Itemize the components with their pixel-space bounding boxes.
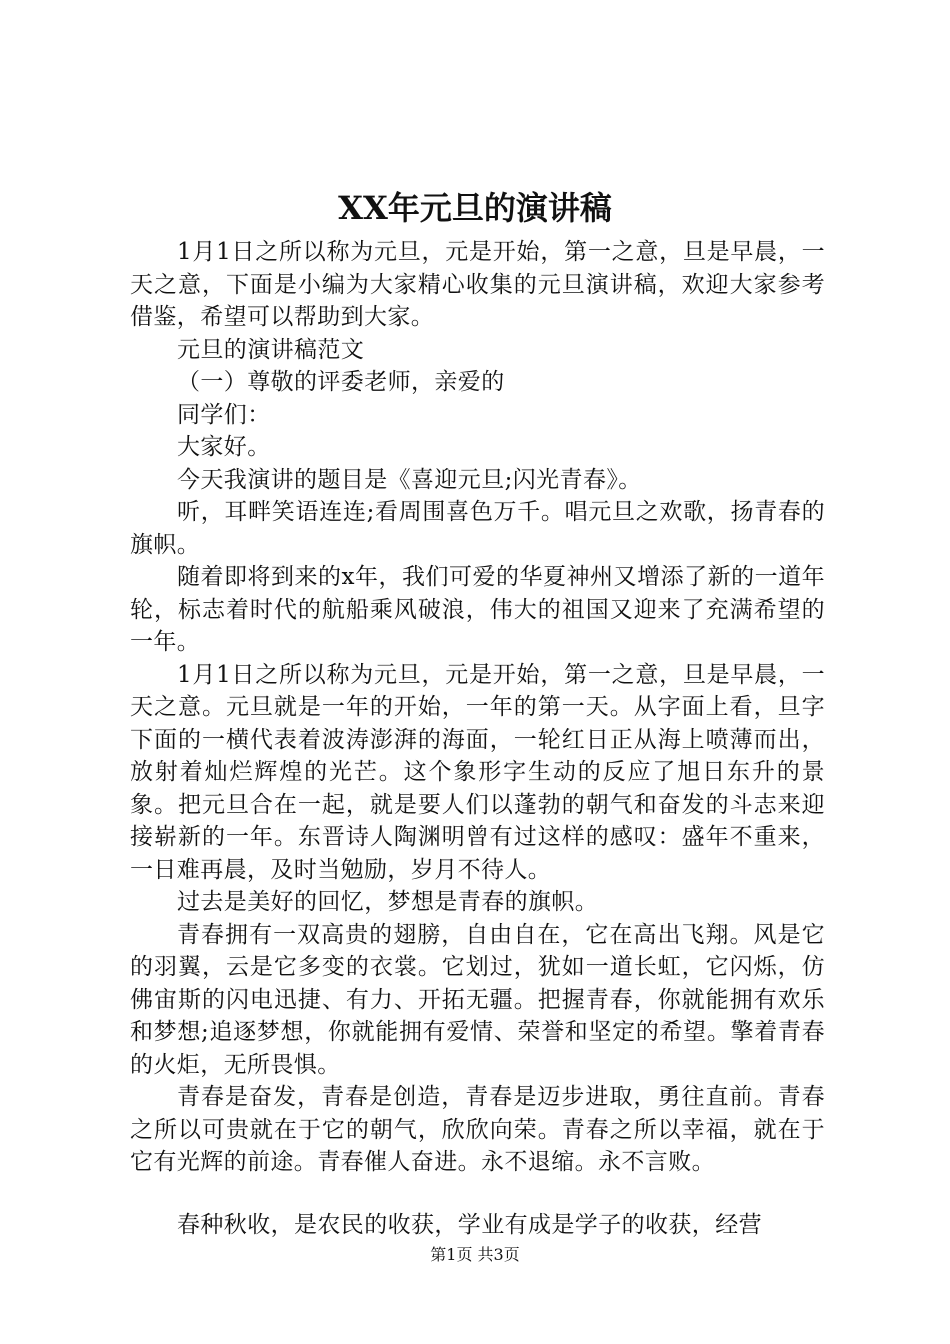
paragraph-yuandan-meaning: 1月1日之所以称为元旦，元是开始，第一之意，旦是早晨，一天之意。元旦就是一年的开始，一年的第一天。从字面上看，旦字下面的一横代表着波涛澎湃的海面，一轮红日正从海上喷薄而出，放射着灿烂辉煌的光芒。这个象形字生动的反应了旭日东升的景象。把元旦合在一起，就是要人们以蓬勃的朝气和奋发的斗志来迎接崭新的一年。东晋诗人陶渊明曾有过这样的感叹：盛年不重来，一日难再晨，及时当勉励，岁月不待人。 <box>130 661 825 883</box>
paragraph-harvest: 春种秋收，是农民的收获，学业有成是学子的收获，经营 <box>177 1211 762 1238</box>
paragraph-listen: 听，耳畔笑语连连;看周围喜色万千。唱元旦之欢歌，扬青春的旗帜。 <box>130 499 825 558</box>
paragraph-new-year: 随着即将到来的x年，我们可爱的华夏神州又增添了新的一道年轮，标志着时代的航船乘风破浪，伟大的祖国又迎来了充满希望的一年。 <box>130 564 825 655</box>
page-footer: 第1页 共3页 <box>430 1245 520 1264</box>
paragraph-past: 过去是美好的回忆，梦想是青春的旗帜。 <box>177 889 599 915</box>
document-body <box>130 236 825 1241</box>
paragraph-salutation: （一）尊敬的评委老师，亲爱的 <box>177 369 505 395</box>
paragraph-youth-striving: 青春是奋发，青春是创造，青春是迈步进取，勇往直前。青春之所以可贵就在于它的朝气，欣欣向荣。青春之所以幸福，就在于它有光辉的前途。青春催人奋进。永不退缩。永不言败。 <box>130 1084 825 1175</box>
paragraph-topic: 今天我演讲的题目是《喜迎元旦;闪光青春》。 <box>177 466 642 493</box>
document-title: XX年元旦的演讲稿 <box>338 189 612 227</box>
paragraph-greeting: 大家好。 <box>177 434 271 460</box>
paragraph-section-heading: 元旦的演讲稿范文 <box>177 336 365 363</box>
paragraph-youth-wings: 青春拥有一双高贵的翅膀，自由自在，它在高出飞翔。风是它的羽翼，云是它多变的衣裳。它划过，犹如一道长虹，它闪烁，仿佛宙斯的闪电迅捷、有力、开拓无疆。把握青春，你就能拥有欢乐和梦想;追逐梦想，你就能拥有爱情、荣誉和坚定的希望。擎着青春的火炬，无所畏惧。 <box>130 921 825 1078</box>
paragraph-salutation-cont: 同学们： <box>177 401 271 428</box>
paragraph-intro: 1月1日之所以称为元旦，元是开始，第一之意，旦是早晨，一天之意，下面是小编为大家精心收集的元旦演讲稿，欢迎大家参考借鉴，希望可以帮助到大家。 <box>130 239 825 330</box>
